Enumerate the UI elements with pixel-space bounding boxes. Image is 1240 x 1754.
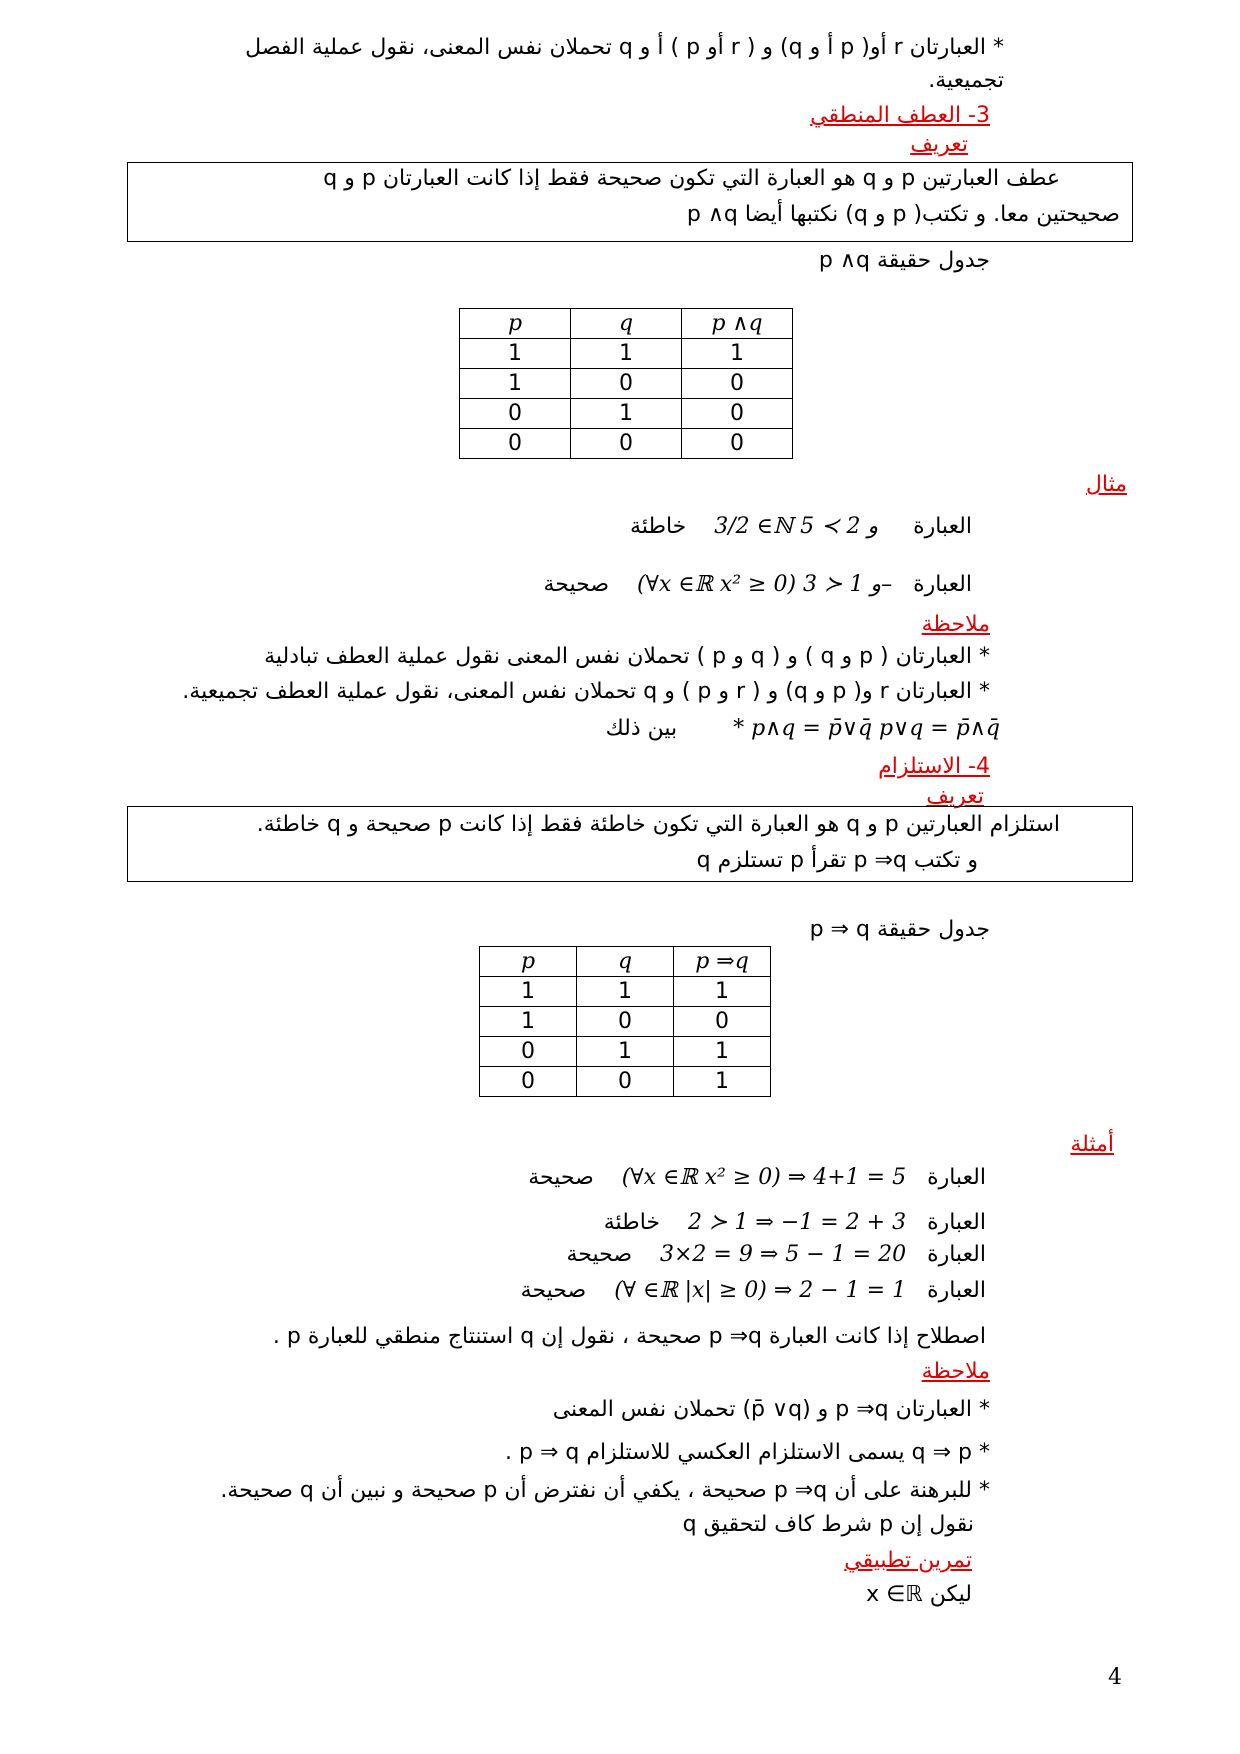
example-1-line-2-result: صحيحة — [543, 572, 610, 597]
conjunction-table-caption: جدول حقيقة p ∧q — [818, 248, 990, 273]
examples-line-4 — [521, 1276, 986, 1306]
table-cell: 0 — [577, 1067, 674, 1097]
table-header-row — [460, 309, 793, 339]
note-2-line-3: * للبرهنة على أن p ⇒q صحيحة ، يكفي أن نفترض أن p صحيحة و نبين أن q صحيحة. — [220, 1478, 990, 1503]
examples-line-2-result: خاطئة — [603, 1210, 660, 1235]
example-1-line-1 — [630, 512, 972, 542]
table-cell: 0 — [480, 1037, 577, 1067]
note-1-line-2: * العبارتان r و( p و q) و ( r و p ) و q تحملان نفس المعنى، نقول عملية العطف تجميعية. — [182, 679, 990, 704]
examples-line-3 — [566, 1240, 986, 1270]
table-cell: 0 — [460, 399, 571, 429]
examples-line-2-text: العبارة — [927, 1210, 986, 1235]
examples-line-3-text: العبارة — [927, 1242, 986, 1267]
example-1-line-2 — [543, 570, 972, 600]
table-row — [480, 1007, 771, 1037]
examples-line-4-result: صحيحة — [520, 1278, 587, 1303]
intro-line-2: تجميعية. — [928, 68, 1004, 93]
exercise-label: تمرين تطبيقي — [844, 1548, 972, 1573]
examples-line-1 — [528, 1163, 986, 1193]
implication-heading: 4- الاستلزام — [878, 754, 990, 779]
table-cell: 1 — [460, 369, 571, 399]
table-cell: 1 — [674, 1067, 771, 1097]
header-cell: q — [571, 309, 682, 339]
note-1-line-3-text: بين ذلك — [605, 716, 678, 741]
header-cell: p ∧q — [682, 309, 793, 339]
examples-line-1-text: العبارة — [927, 1165, 986, 1190]
note-2-line-4: نقول إن p شرط كاف لتحقيق q — [682, 1512, 974, 1537]
de-morgan-laws: * p∧q = p̄∨q̄ p∨q = p̄∧q̄ — [733, 716, 1000, 741]
conjunction-heading: 3- العطف المنطقي — [810, 103, 990, 128]
examples-line-2-math: 2 ≻ 1 ⇒ −1 = 2 + 3 — [687, 1210, 907, 1235]
table-cell: 0 — [571, 429, 682, 459]
conjunction-truth-table — [459, 308, 793, 459]
table-cell: 0 — [577, 1007, 674, 1037]
table-cell: 1 — [682, 339, 793, 369]
table-cell: 1 — [577, 1037, 674, 1067]
examples-line-4-math: (∀ ∈ℝ |x| ≥ 0) ⇒ 2 − 1 = 1 — [614, 1278, 907, 1303]
implication-definition-line-1: استلزام العبارتين p و q هو العبارة التي تكون خاطئة فقط إذا كانت p صحيحة و q خاطئة. — [256, 812, 1060, 837]
note-1-label: ملاحظة — [921, 612, 990, 637]
example-1-line-1-math: 3/2 ∈ℕ و 2 ≻ 5 — [714, 514, 879, 539]
table-row — [460, 399, 793, 429]
example-1-line-1-result: خاطئة — [630, 514, 687, 539]
examples-line-1-math: (∀x ∈ℝ x² ≥ 0) ⇒ 4+1 = 5 — [621, 1165, 907, 1190]
implication-table-caption: جدول حقيقة p ⇒ q — [809, 917, 990, 942]
convention-line: اصطلاح إذا كانت العبارة p ⇒q صحيحة ، نقول إن q استنتاج منطقي للعبارة p . — [272, 1324, 986, 1349]
table-cell: 0 — [674, 1007, 771, 1037]
examples-line-2 — [604, 1208, 986, 1238]
example-label: مثال — [1085, 472, 1127, 497]
example-1-line-2-math: (∀x ∈ℝ x² ≥ 0) و 1 ≺ 3– — [637, 572, 893, 597]
table-cell: 1 — [480, 1007, 577, 1037]
table-row — [460, 369, 793, 399]
header-cell: p — [480, 947, 577, 977]
note-1-line-1: * العبارتان ( p و q ) و ( q و p ) تحملان نفس المعنى نقول عملية العطف تبادلية — [264, 644, 990, 669]
table-row — [460, 429, 793, 459]
header-cell: p ⇒q — [674, 947, 771, 977]
table-cell: 1 — [571, 339, 682, 369]
examples-line-4-text: العبارة — [927, 1278, 986, 1303]
table-cell: 1 — [674, 1037, 771, 1067]
example-1-line-1-text: العبارة — [913, 514, 972, 539]
implication-definition-line-2: و تكتب p ⇒q تقرأ p تستلزم q — [696, 848, 978, 873]
table-row — [460, 339, 793, 369]
note-2-label: ملاحظة — [921, 1359, 990, 1384]
examples-label: أمثلة — [1070, 1132, 1114, 1157]
implication-definition-label: تعريف — [926, 784, 984, 809]
table-cell: 0 — [571, 369, 682, 399]
table-cell: 1 — [480, 977, 577, 1007]
conjunction-definition-line-1: عطف العبارتين p و q هو العبارة التي تكون صحيحة فقط إذا كانت العبارتان p و q — [323, 166, 1060, 191]
note-2-line-2: * q ⇒ p يسمى الاستلزام العكسي للاستلزام p ⇒ q . — [505, 1440, 990, 1465]
examples-line-3-math: 3×2 = 9 ⇒ 5 − 1 = 20 — [660, 1242, 907, 1267]
table-row — [480, 1037, 771, 1067]
examples-line-1-result: صحيحة — [528, 1165, 594, 1190]
table-cell: 1 — [571, 399, 682, 429]
note-2-line-1: * العبارتان p ⇒q و (p̄ ∨q) تحملان نفس المعنى — [552, 1397, 990, 1422]
table-cell: 0 — [460, 429, 571, 459]
note-1-line-3 — [606, 714, 1000, 744]
table-header-row — [480, 947, 771, 977]
table-cell: 1 — [577, 977, 674, 1007]
header-cell: p — [460, 309, 571, 339]
examples-line-3-result: صحيحة — [566, 1242, 633, 1267]
table-row — [480, 977, 771, 1007]
implication-truth-table — [479, 946, 771, 1097]
table-cell: 0 — [682, 369, 793, 399]
conjunction-definition-line-2: صحيحتين معا. و تكتب( p و q) نكتبها أيضا p ∧q — [686, 202, 1120, 227]
example-1-line-2-text: العبارة — [913, 572, 972, 597]
header-cell: q — [577, 947, 674, 977]
conjunction-definition-label: تعريف — [910, 132, 968, 157]
table-row — [480, 1067, 771, 1097]
table-cell: 0 — [682, 429, 793, 459]
table-cell: 1 — [460, 339, 571, 369]
page-number: 4 — [1108, 1665, 1122, 1690]
exercise-line-1: ليكن x ∈ℝ — [866, 1582, 972, 1607]
table-cell: 1 — [674, 977, 771, 1007]
table-cell: 0 — [480, 1067, 577, 1097]
intro-line-1: * العبارتان r أو( p أ و q) و ( r أو p ) أ و q تحملان نفس المعنى، نقول عملية الفصل — [245, 35, 1004, 60]
table-cell: 0 — [682, 399, 793, 429]
